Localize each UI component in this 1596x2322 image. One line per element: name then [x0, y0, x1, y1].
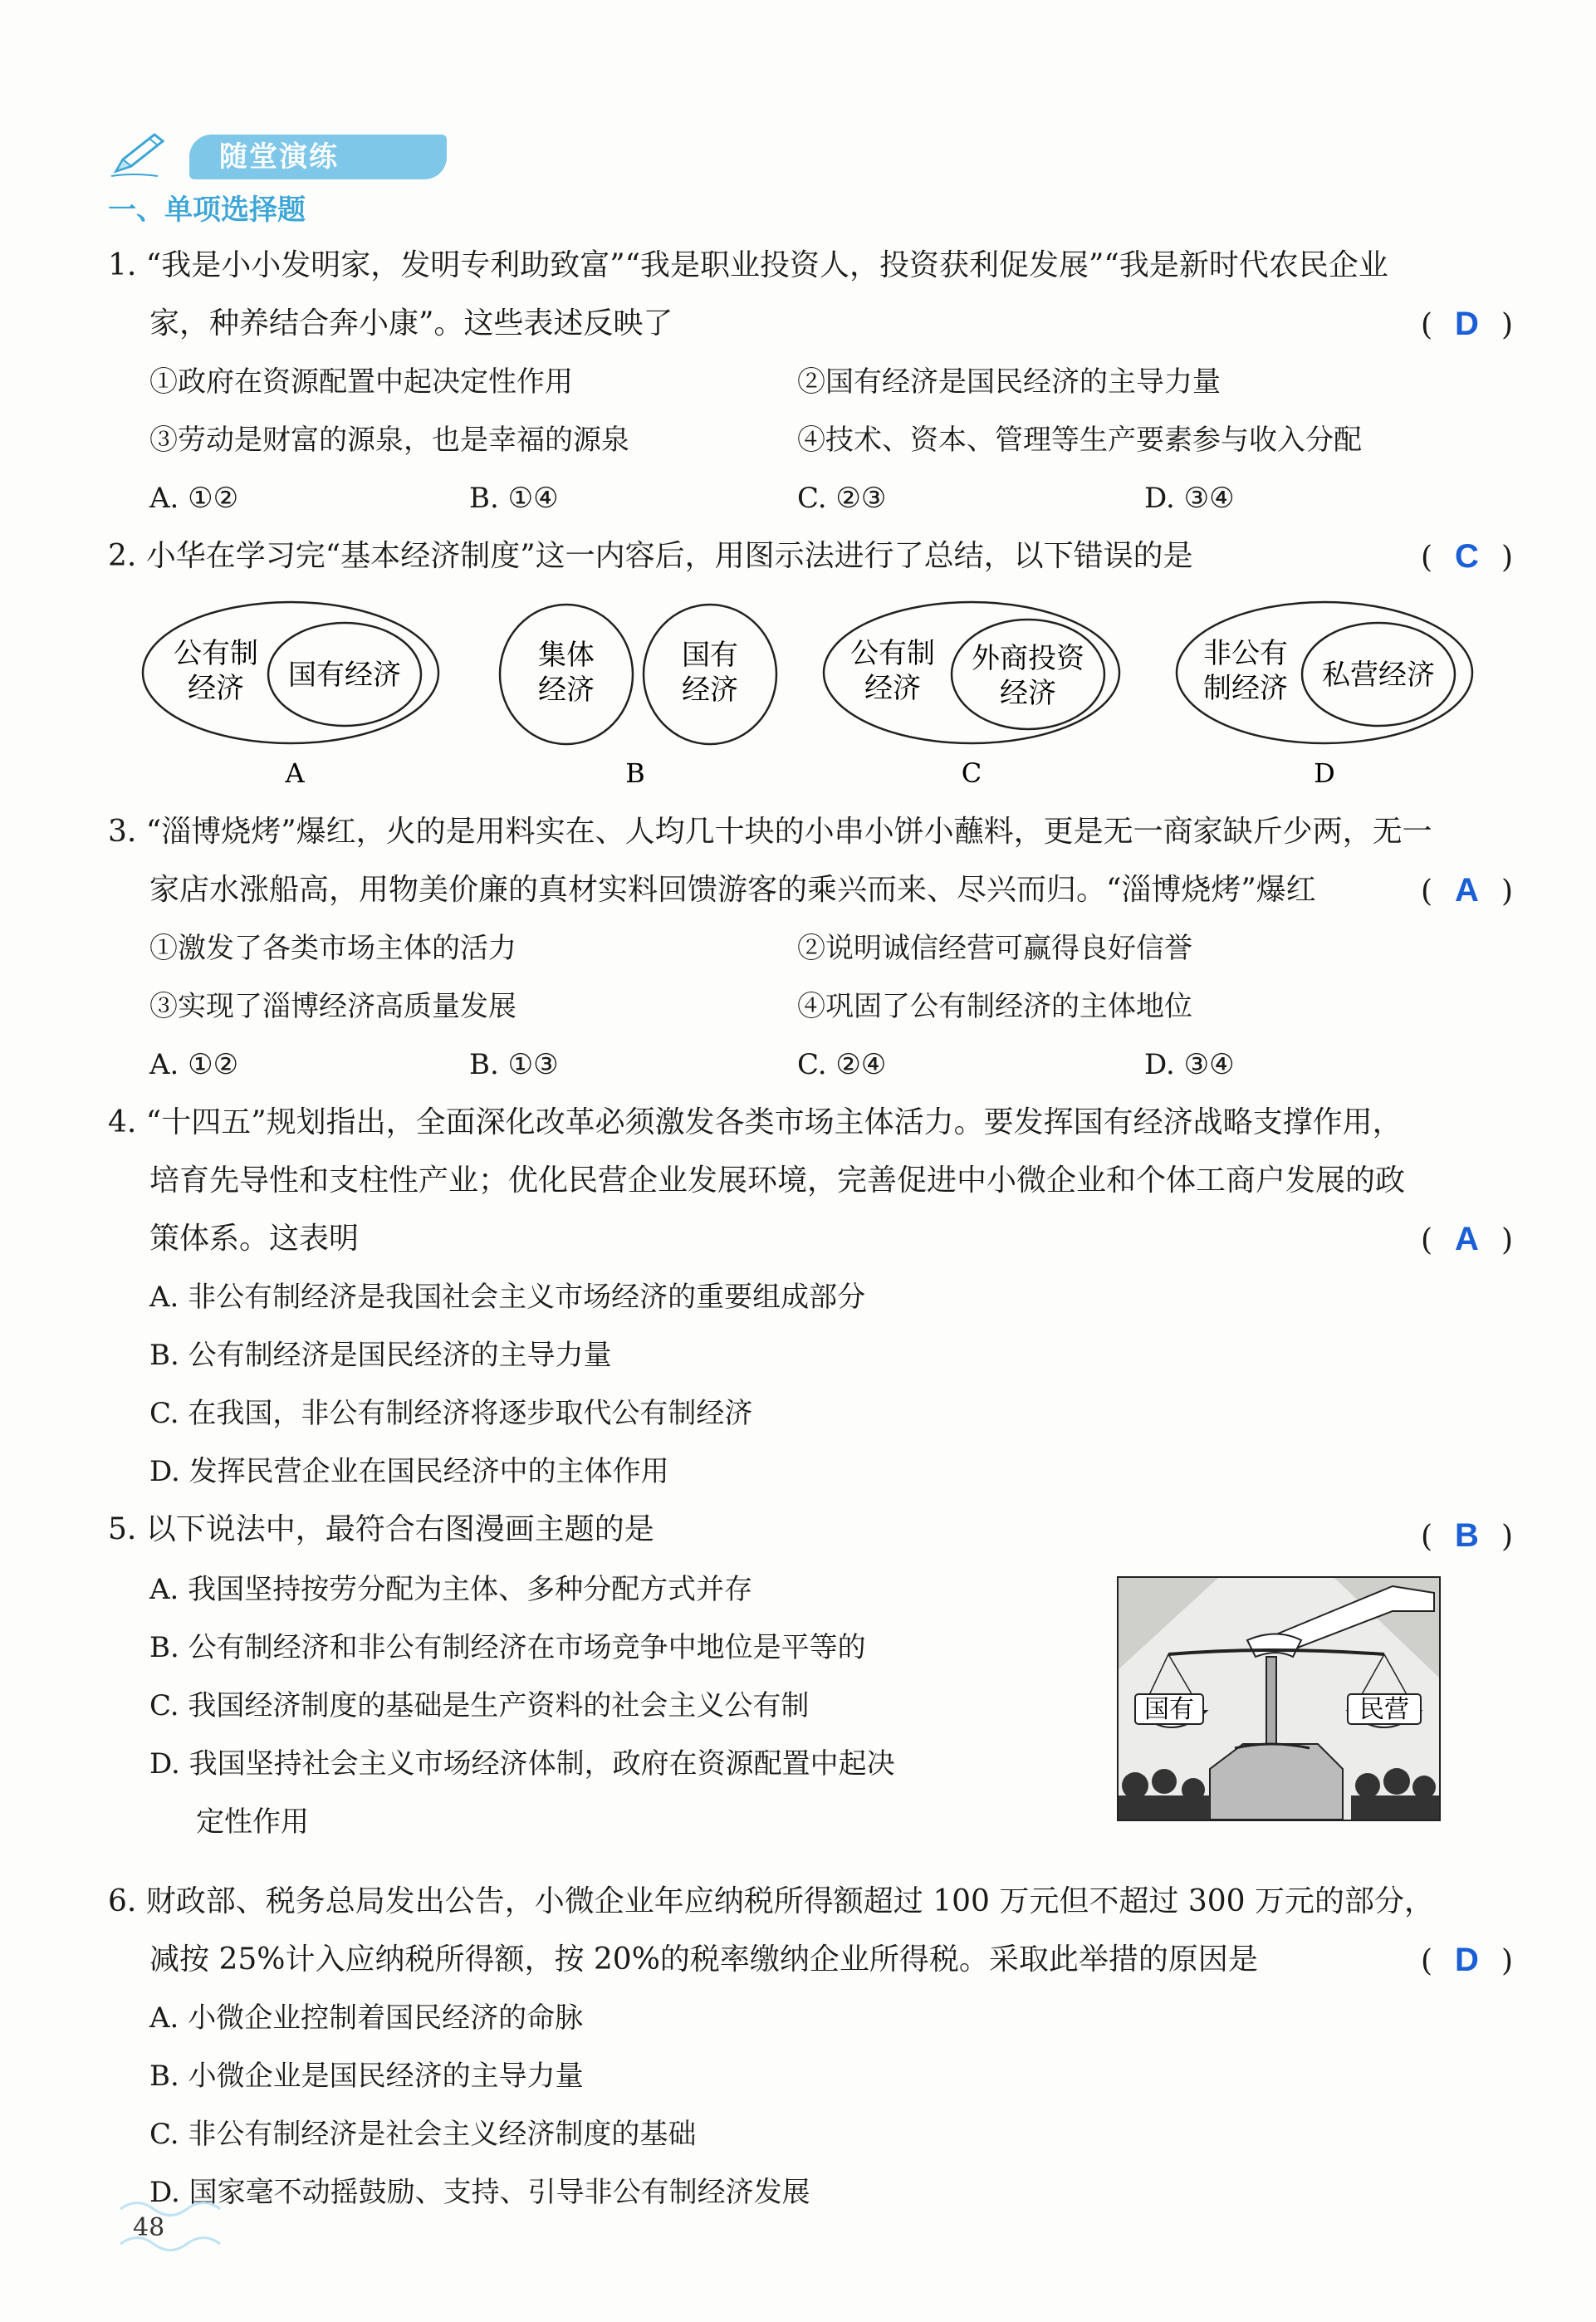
q3-stem-line1: 3. “淄博烧烤”爆红，火的是用料实在、人均几十块的小串小饼小蘸料，更是无一商家缺斤少两，无一	[108, 815, 1432, 849]
q4-option-d: D. 发挥民营企业在国民经济中的主体作用	[149, 1455, 669, 1488]
diagram-c-inner-2: 经济	[1000, 677, 1056, 710]
q5-answer-letter: B	[1455, 1517, 1479, 1554]
page-number: 48	[133, 2213, 165, 2242]
diagram-a-outer-1: 公有制	[174, 637, 258, 670]
q6-stem-line1: 6. 财政部、税务总局发出公告，小微企业年应纳税所得额超过 100 万元但不超过 300 万元的部分，	[108, 1884, 1434, 1918]
q6-answer-letter: D	[1455, 1942, 1479, 1978]
cartoon-label-left: 国有	[1144, 1695, 1194, 1724]
q3-option-c: C. ②④	[797, 1048, 887, 1081]
section-title: 一、单项选择题	[108, 194, 306, 227]
diagram-b	[500, 605, 776, 789]
q1-option-c: C. ②③	[797, 482, 887, 515]
q3-statement-2: ②说明诚信经营可赢得良好信誉	[797, 932, 1192, 965]
q4-stem-line2: 培育先导性和支柱性产业；优化民营企业发展环境，完善促进中小微企业和个体工商户发展的政	[149, 1163, 1406, 1198]
q4-stem-line3: 策体系。这表明	[149, 1222, 360, 1256]
q6-option-a: A. 小微企业控制着国民经济的命脉	[149, 2001, 584, 2035]
diagram-c-inner-1: 外商投资	[972, 642, 1084, 675]
q1-option-d: D. ③④	[1144, 482, 1235, 515]
q1-statement-3: ③劳动是财富的源泉，也是幸福的源泉	[149, 424, 629, 457]
q5-option-d-line2: 定性作用	[196, 1805, 309, 1839]
q5-cartoon	[1117, 1576, 1441, 1821]
practice-badge: 随堂演练	[189, 135, 447, 179]
q3-answer: ( A )	[1421, 872, 1513, 909]
q1-option-a: A. ①②	[149, 482, 239, 515]
cartoon-label-right: 民营	[1359, 1695, 1409, 1724]
q5-option-c: C. 我国经济制度的基础是生产资料的社会主义公有制	[149, 1689, 810, 1722]
q3-option-b: B. ①③	[469, 1048, 559, 1081]
diagram-a-label: A	[285, 757, 305, 789]
q6-answer: ( D )	[1421, 1942, 1513, 1978]
diagram-b-left-1: 集体	[538, 639, 595, 672]
pencil-icon	[108, 130, 174, 179]
q1-statement-1: ①政府在资源配置中起决定性作用	[149, 365, 573, 399]
diagram-b-right-1: 国有	[682, 639, 738, 672]
q1-statement-4: ④技术、资本、管理等生产要素参与收入分配	[797, 424, 1362, 457]
q6-option-c: C. 非公有制经济是社会主义经济制度的基础	[149, 2118, 697, 2151]
q5-option-d-line1: D. 我国坚持社会主义市场经济体制，政府在资源配置中起决	[149, 1747, 895, 1781]
q2-stem-line1: 2. 小华在学习完“基本经济制度”这一内容后，用图示法进行了总结，以下错误的是	[108, 539, 1193, 573]
diagram-b-right-2: 经济	[682, 674, 738, 707]
q1-stem-line1: 1. “我是小小发明家，发明专利助致富”“我是职业投资人，投资获利促发展”“我是新时代农民企业	[108, 248, 1388, 282]
q3-option-d: D. ③④	[1144, 1048, 1235, 1081]
diagram-c	[824, 602, 1119, 789]
diagram-d-outer-1: 非公有	[1203, 637, 1288, 670]
q6-option-b: B. 小微企业是国民经济的主导力量	[149, 2060, 584, 2093]
q1-option-b: B. ①④	[469, 482, 559, 515]
wave-decoration-icon	[112, 2192, 228, 2259]
q4-option-a: A. 非公有制经济是我国社会主义市场经济的重要组成部分	[149, 1281, 866, 1314]
q6-option-d: D. 国家毫不动摇鼓励、支持、引导非公有制经济发展	[149, 2176, 810, 2209]
q2-venn-diagrams	[141, 598, 1503, 789]
q4-option-c: C. 在我国，非公有制经济将逐步取代公有制经济	[149, 1397, 753, 1430]
q5-option-b: B. 公有制经济和非公有制经济在市场竞争中地位是平等的	[149, 1631, 866, 1664]
q6-stem-line2: 减按 25%计入应纳税所得额，按 20%的税率缴纳企业所得税。采取此举措的原因是	[149, 1942, 1258, 1977]
diagram-d-outer-2: 制经济	[1203, 672, 1288, 705]
q3-statement-1: ①激发了各类市场主体的活力	[149, 932, 516, 965]
q5-stem-line1: 5. 以下说法中，最符合右图漫画主题的是	[108, 1512, 654, 1546]
q3-stem-line2: 家店水涨船高，用物美价廉的真材实料回馈游客的乘兴而来、尽兴而归。“淄博烧烤”爆红	[149, 873, 1316, 907]
q2-answer-letter: C	[1455, 538, 1479, 575]
diagram-d-inner: 私营经济	[1322, 659, 1435, 692]
diagram-b-label: B	[625, 757, 645, 789]
q1-answer: ( D )	[1421, 306, 1513, 342]
diagram-d	[1177, 602, 1472, 789]
q4-stem-line1: 4. “十四五”规划指出，全面深化改革必须激发各类市场主体活力。要发挥国有经济战略支撑作用，	[108, 1105, 1403, 1139]
q4-answer-letter: A	[1455, 1221, 1479, 1257]
q4-option-b: B. 公有制经济是国民经济的主导力量	[149, 1339, 612, 1372]
diagram-c-label: C	[961, 757, 982, 789]
diagram-d-label: D	[1314, 757, 1335, 789]
diagram-a-outer-2: 经济	[188, 672, 244, 705]
q2-answer: ( C )	[1421, 538, 1513, 575]
q5-option-a: A. 我国坚持按劳分配为主体、多种分配方式并存	[149, 1573, 753, 1606]
diagram-c-outer-2: 经济	[864, 672, 921, 705]
q3-answer-letter: A	[1455, 872, 1479, 909]
q5-answer: ( B )	[1421, 1517, 1513, 1554]
q3-statement-3: ③实现了淄博经济高质量发展	[149, 990, 516, 1023]
q3-statement-4: ④巩固了公有制经济的主体地位	[797, 990, 1192, 1023]
q1-stem-line2: 家，种养结合奔小康”。这些表述反映了	[149, 306, 673, 340]
q1-answer-letter: D	[1455, 306, 1479, 342]
q3-option-a: A. ①②	[149, 1048, 239, 1081]
diagram-a	[143, 602, 438, 789]
q4-answer: ( A )	[1421, 1221, 1513, 1257]
diagram-b-left-2: 经济	[538, 674, 595, 707]
diagram-c-outer-1: 公有制	[850, 637, 935, 670]
diagram-a-inner: 国有经济	[288, 659, 401, 692]
q1-statement-2: ②国有经济是国民经济的主导力量	[797, 365, 1221, 399]
